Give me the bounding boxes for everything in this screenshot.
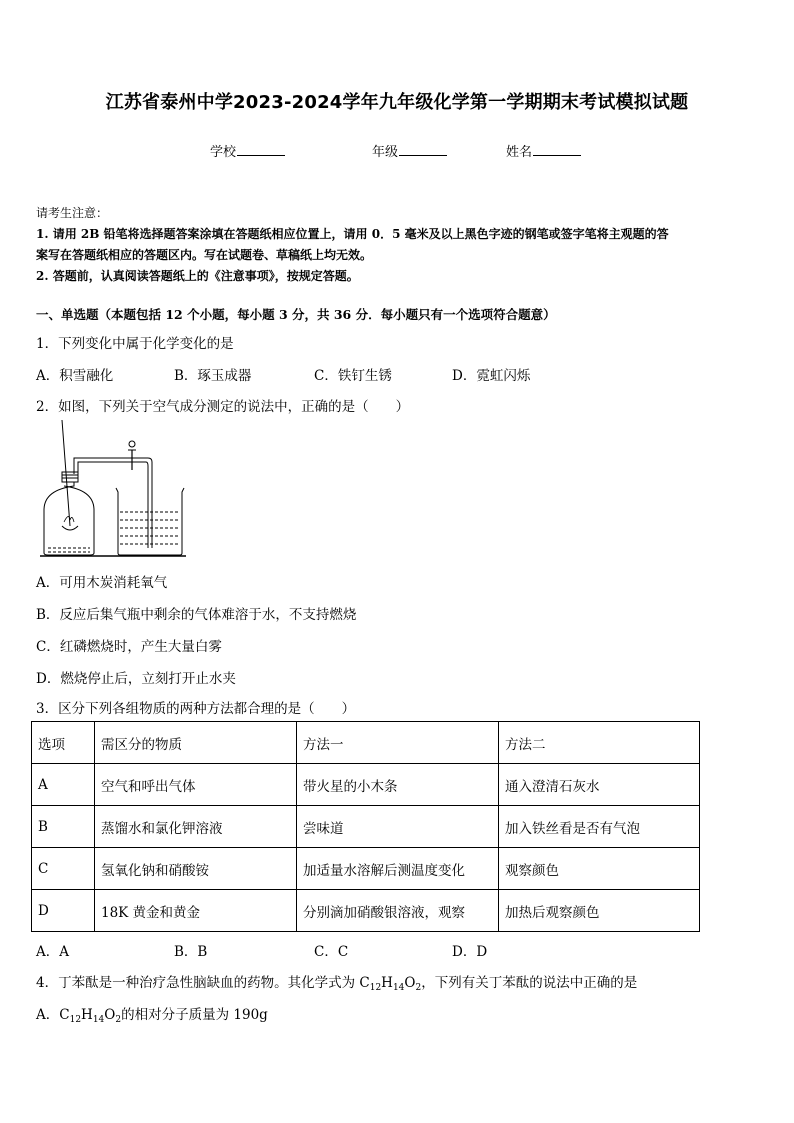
table-cell: 带火星的小木条 [297, 764, 499, 806]
table-cell: B [32, 806, 95, 848]
q3-stem: 3．区分下列各组物质的两种方法都合理的是（ ） [36, 701, 356, 717]
table-cell: 分别滴加硝酸银溶液，观察 [297, 890, 499, 932]
formula-subscript: 14 [392, 983, 405, 993]
q1-option-d[interactable]: D．霓虹闪烁 [452, 368, 531, 384]
notes-heading: 请考生注意： [36, 206, 109, 220]
table-cell: 加入铁丝看是否有气泡 [499, 806, 700, 848]
school-blank[interactable] [237, 145, 285, 156]
formula-subscript: 12 [369, 983, 382, 993]
formula-subscript: 14 [92, 1015, 105, 1025]
q4-option-a-text: A．C [36, 1007, 70, 1023]
table-row [32, 848, 700, 890]
q3-option-b[interactable]: B．B [174, 944, 208, 960]
q2-option-c[interactable]: C．红磷燃烧时，产生大量白雾 [36, 639, 222, 655]
table-cell: C [32, 848, 95, 890]
q4-option-a-text: 的相对分子质量为 190g [121, 1007, 268, 1023]
table-header-cell: 方法二 [499, 722, 700, 764]
name-field [506, 141, 581, 160]
name-label: 姓名 [506, 145, 533, 160]
section-heading: 一、单选题（本题包括 12 个小题，每小题 3 分，共 36 分．每小题只有一个选项符合题意） [36, 307, 556, 322]
table-row [32, 890, 700, 932]
q4-stem-text: ，下列有关丁苯酞的说法中正确的是 [421, 975, 638, 991]
q3-option-c[interactable]: C．C [314, 944, 349, 960]
table-header-cell: 方法一 [297, 722, 499, 764]
formula-subscript: 2 [415, 983, 422, 993]
table-header-row [32, 722, 700, 764]
q3-option-a[interactable]: A．A [36, 944, 69, 960]
school-label: 学校 [210, 145, 237, 160]
q2-option-a[interactable]: A．可用木炭消耗氧气 [36, 575, 168, 591]
table-cell: 观察颜色 [499, 848, 700, 890]
q1-option-b[interactable]: B．琢玉成器 [174, 368, 252, 384]
formula-subscript: 12 [69, 1015, 82, 1025]
table-row [32, 806, 700, 848]
q1-option-a[interactable]: A．积雪融化 [36, 368, 114, 384]
air-measurement-apparatus [36, 420, 196, 560]
formula-element: H [381, 975, 393, 991]
table-cell: A [32, 764, 95, 806]
formula-subscript: 2 [115, 1015, 122, 1025]
table-cell: 通入澄清石灰水 [499, 764, 700, 806]
q2-option-b[interactable]: B．反应后集气瓶中剩余的气体难溶于水，不支持燃烧 [36, 607, 357, 623]
page-title: 江苏省泰州中学2023-2024学年九年级化学第一学期期末考试模拟试题 [105, 92, 689, 113]
notes-line-2: 案写在答题纸相应的答题区内。写在试题卷、草稿纸上均无效。 [36, 248, 373, 262]
table-cell: D [32, 890, 95, 932]
formula-element: H [81, 1007, 93, 1023]
table-header-cell: 需区分的物质 [95, 722, 297, 764]
q4-option-a[interactable] [36, 1003, 268, 1023]
table-cell: 尝味道 [297, 806, 499, 848]
q3-table [31, 721, 700, 932]
q2-stem: 2．如图，下列关于空气成分测定的说法中，正确的是（ ） [36, 399, 410, 415]
table-cell: 蒸馏水和氯化钾溶液 [95, 806, 297, 848]
q4-stem-text: 4．丁苯酞是一种治疗急性脑缺血的药物。其化学式为 C [36, 975, 370, 991]
table-cell: 加热后观察颜色 [499, 890, 700, 932]
formula-element: O [404, 975, 416, 991]
grade-blank[interactable] [399, 145, 447, 156]
q3-option-d[interactable]: D．D [452, 944, 488, 960]
q1-option-c[interactable]: C．铁钉生锈 [314, 368, 392, 384]
table-row [32, 764, 700, 806]
table-cell: 加适量水溶解后测温度变化 [297, 848, 499, 890]
q2-option-d[interactable]: D．燃烧停止后，立刻打开止水夹 [36, 671, 236, 687]
table-cell: 18K 黄金和黄金 [95, 890, 297, 932]
notes-line-3: 2. 答题前，认真阅读答题纸上的《注意事项》，按规定答题。 [36, 269, 359, 283]
q1-stem: 1．下列变化中属于化学变化的是 [36, 336, 234, 352]
grade-label: 年级 [372, 145, 399, 160]
q4-stem [36, 971, 637, 991]
table-cell: 氢氧化钠和硝酸铵 [95, 848, 297, 890]
formula-element: O [104, 1007, 116, 1023]
grade-field [372, 141, 447, 160]
exam-notes [36, 203, 766, 287]
table-header-cell: 选项 [32, 722, 95, 764]
name-blank[interactable] [533, 145, 581, 156]
table-cell: 空气和呼出气体 [95, 764, 297, 806]
school-field [210, 141, 285, 160]
notes-line-1: 1. 请用 2B 铅笔将选择题答案涂填在答题纸相应位置上，请用 0．5 毫米及以上黑色字迹的钢笔或签字笔将主观题的答 [36, 227, 669, 241]
